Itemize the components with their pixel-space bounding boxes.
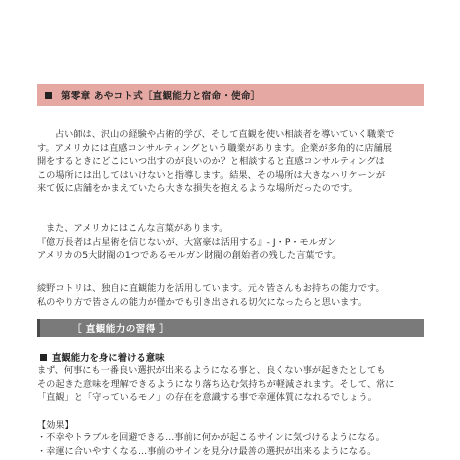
closing-paragraph xyxy=(37,282,427,309)
subsection-line: 「直観」と「守っているモノ」の存在を意識する事で幸運体質になれるでしょう。 xyxy=(37,392,377,403)
section-accent-bar xyxy=(37,319,40,337)
chapter-title: 第零章 あやコト式［直観能力と宿命・使命］ xyxy=(61,91,261,102)
subsection-line: その起きた意味を理解できるようになり落ち込む気持ちが軽減されます。そして、常に xyxy=(37,378,395,390)
chapter-header xyxy=(37,84,424,106)
quote-line: 『億万長者は占星術を信じないが、大富豪は活用する』- J・P・モルガン xyxy=(37,236,337,248)
square-bullet-icon xyxy=(40,354,47,361)
section-header xyxy=(37,319,424,337)
effects-list xyxy=(37,431,427,458)
closing-line: 私のやり方で皆さんの能力が僅かでも引き出される切欠になったらと思います。 xyxy=(37,296,368,308)
subsection-paragraph xyxy=(37,364,427,405)
intro-line: す。アメリカには直感コンサルティングという職業があります。企業が多角的に店舗展 xyxy=(37,142,392,154)
square-bullet-icon xyxy=(45,92,52,99)
effect-item: ・不幸やトラブルを回避できる…事前に何かが起こるサインに気づけるようになる。 xyxy=(37,432,385,443)
intro-paragraph xyxy=(37,128,427,196)
section-title: ［ 直観能力の習得 ］ xyxy=(72,324,170,335)
quote-paragraph xyxy=(37,222,427,263)
effects-label: 【効果】 xyxy=(37,420,74,431)
subsection-heading xyxy=(40,350,165,364)
intro-line: この場所には出してはいけないと指導します。結果、その場所は大きなハリケーンが xyxy=(37,169,386,181)
closing-line: 綾野コトリは、独自に直観能力を活用しています。元々皆さんもお持ちの能力です。 xyxy=(37,283,385,294)
intro-line: 占い師は、沢山の経験や占術的学び、そして直観を使い相談者を導いていく職業で xyxy=(55,129,395,140)
intro-line: 開をするときにどこにいつ出すのが良いのか？と相談すると直感コンサルティングは xyxy=(37,156,385,167)
effect-item: ・幸運に合いやすくなる…事前のサインを見分け最善の選択が出来るようになる。 xyxy=(37,445,377,457)
intro-line: 来て仮に店舗をかまえていたら大きな損失を抱えるような場所だったのです。 xyxy=(37,183,358,194)
quote-line: アメリカの5大財閥の1つであるモルガン財閥の創始者の残した言葉です。 xyxy=(37,250,342,261)
subsection-line: まず、何事にも一番良い選択が出来るようになる事と、良くない事が起きたとしても xyxy=(37,365,386,376)
quote-line: また、アメリカにはこんな言葉があります。 xyxy=(46,223,229,234)
subsection-title: 直観能力を身に着ける意味 xyxy=(52,353,165,364)
